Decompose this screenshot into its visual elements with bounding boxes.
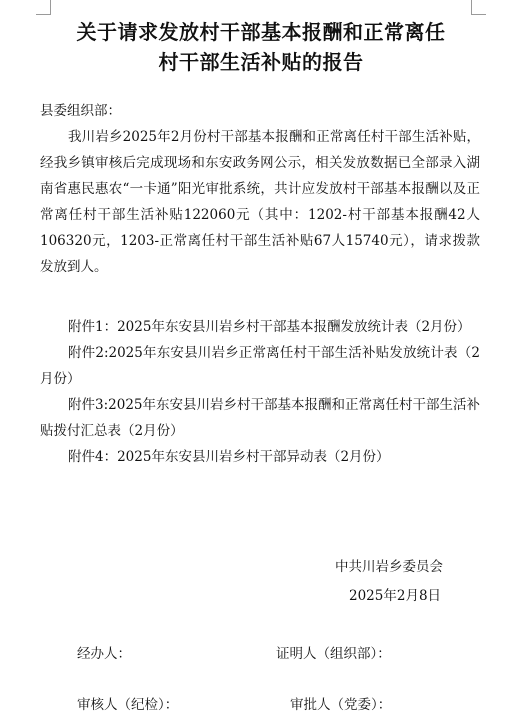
attachment-item: 附件3:2025年东安县川岩乡村干部基本报酬和正常离任村干部生活补贴拨付汇总表（2月份） bbox=[40, 397, 480, 439]
document-title-line-2: 村干部生活补贴的报告 bbox=[158, 50, 364, 74]
attachment-item: 附件1：2025年东安县川岩乡村干部基本报酬发放统计表（2月份） bbox=[68, 319, 471, 335]
crop-mark-top-right bbox=[471, 0, 486, 15]
signature-approver-label: 审批人（党委）： bbox=[290, 697, 392, 713]
body-paragraph: 我川岩乡2025年2月份村干部基本报酬和正常离任村干部生活补贴，经我乡镇审核后完成现场和东安政务网公示，相关发放数据已全部录入湖南省惠民惠农“一卡通”阳光审批系统，共计应发放村干部基本报酬以及正常离任村干部生活补贴122060元（其中：1202-村干部基本报酬42人106320元，1203-正常离任村干部生活补贴67人15740元），请求拨款发放到人。 bbox=[40, 129, 480, 275]
issuer-name: 中共川岩乡委员会 bbox=[335, 559, 443, 575]
signature-witness-label: 证明人（组织部）： bbox=[276, 646, 391, 662]
crop-mark-top-left bbox=[36, 0, 51, 15]
document-title-line-1: 关于请求发放村干部基本报酬和正常离任 bbox=[76, 20, 446, 44]
attachment-list bbox=[40, 314, 480, 470]
attachment-item: 附件2:2025年东安县川岩乡正常离任村干部生活补贴发放统计表（2月份） bbox=[40, 345, 480, 387]
salutation: 县委组织部： bbox=[40, 103, 121, 119]
signature-reviewer-label: 审核人（纪检）： bbox=[77, 697, 179, 713]
issue-date: 2025年2月8日 bbox=[349, 588, 442, 604]
attachment-item: 附件4：2025年东安县川岩乡村干部异动表（2月份） bbox=[68, 449, 390, 465]
signature-handler-label: 经办人： bbox=[77, 646, 131, 662]
